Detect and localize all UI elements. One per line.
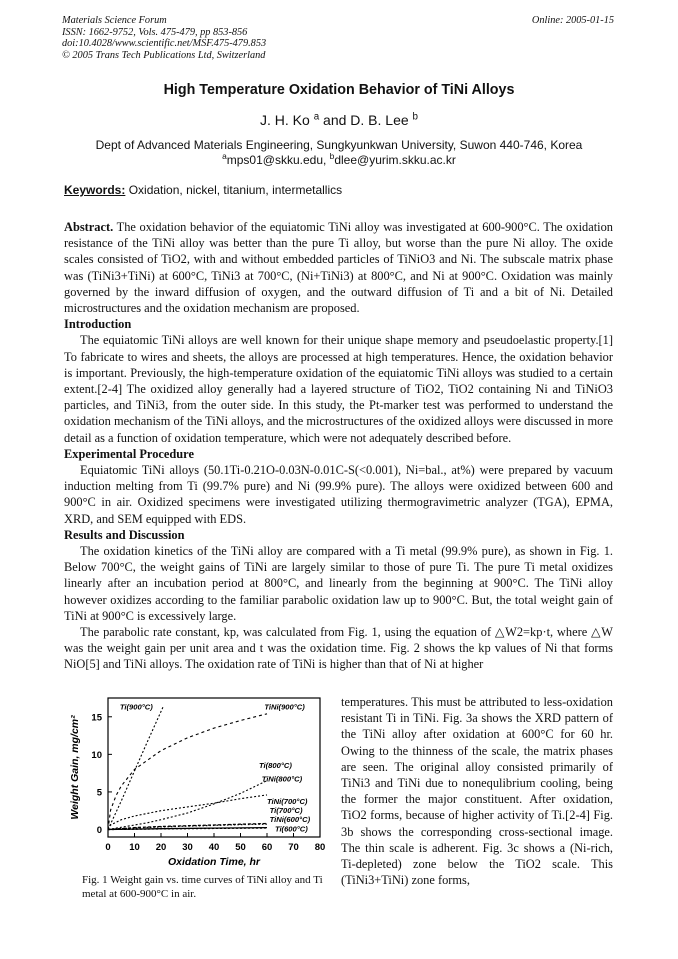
x-tick-label: 70 <box>288 842 299 853</box>
y-tick-label: 5 <box>96 787 102 799</box>
authors-and: and <box>323 112 347 128</box>
journal-header <box>62 15 266 61</box>
affiliation: Dept of Advanced Materials Engineering, Sungkyunkwan University, Suwon 440-746, Korea <box>95 138 583 152</box>
email-a[interactable]: mps01@skku.edu, <box>226 153 327 167</box>
right-column-text: temperatures. This must be attributed to less-oxidation resistant Ti in TiNi. Fig. 3a shows the XRD pattern of the TiNi alloy after oxidation at 600°C for 60 hr. Owing to the thinness of the scale, the matrix phases are seen. The original alloy consisted primarily of TiNi3 and TiNi due to nonequlibrium cooling, being the former the major constituent. After oxidation, TiO2 forms, because of higher activity of Ti.[2-4] Fig. 3b shows the corresponding cross-sectional image. The thin scale is adherent. Fig. 3c shows a (Ni-rich, Ti-depleted) zone below the TiO2 scale. This (TiNi3+TiNi) zone forms, <box>341 695 613 888</box>
email-a-sup: a <box>222 151 227 161</box>
authors <box>0 112 678 128</box>
x-tick-label: 30 <box>182 842 193 853</box>
series-line-7 <box>108 828 267 830</box>
intro-heading: Introduction <box>64 317 132 332</box>
intro-text: The equiatomic TiNi alloys are well known for their unique shape memory and pseudoelastic property.[1] To fabricate to wires and sheets, the alloys are processed at high temperatures. Hence, the oxidation behavior is important. Previously, the high-temperature oxidation of the equiatomic TiNi alloys was studied to a certain extent.[2-4] The oxidized alloy generally had a layered structure of TiO2, TiO2 containing Ni and TiNiO3 particles, and TiNi3, from the outer side. In this study, the Pt-marker test was performed to understand the oxidation mechanism of the TiNi alloys, and the microstructures of the oxidized alloys were discussed in more detail as a function of oxidation temperature, which were not adequately described before. <box>64 333 613 445</box>
x-axis-label: Oxidation Time, hr <box>168 856 260 868</box>
series-label-6: Ti(700°C) <box>269 805 303 815</box>
abstract-text: The oxidation behavior of the equiatomic TiNi alloy was investigated at 600-900°C. The oxidation resistance of the TiNi alloy was better than the pure Ti alloy, but worse than the pure Ni alloy. The oxide scales consisted of TiO2, with and without embedded particles of TiNiO3 and Ni. The subscale matrix phase was (TiNi3+TiNi) at 600°C, TiNi3 at 700°C, (Ni+TiNi3) at 800°C, and Ni at 900°C. Oxidation was mainly governed by the inward diffusion of oxygen, and the outward diffusion of Ti and a bit of Ni. Detailed microstructures and the oxidation mechanism are proposed. <box>64 220 613 316</box>
doi: doi:10.4028/www.scientific.net/MSF.475-479.853 <box>62 38 267 49</box>
weight-gain-chart <box>62 692 338 870</box>
email-b-sup: b <box>329 151 335 161</box>
series-label-1: Ti(900°C) <box>119 702 153 712</box>
affiliation-block <box>0 138 678 168</box>
series-line-1 <box>108 706 164 830</box>
x-tick-label: 0 <box>105 842 111 853</box>
series-line-3 <box>108 781 267 830</box>
keywords-label: Keywords: <box>64 183 126 197</box>
y-axis-label: Weight Gain, mg/cm² <box>69 715 81 820</box>
series-label-2: TiNi(900°C) <box>264 702 305 712</box>
y-tick-label: 15 <box>91 712 102 724</box>
emails <box>0 153 678 168</box>
keywords <box>64 183 342 197</box>
author-2: D. B. Lee <box>350 112 409 128</box>
online-date: Online: 2005-01-15 <box>531 15 614 26</box>
x-tick-label: 60 <box>261 842 273 853</box>
series-label-8: Ti(600°C) <box>274 824 308 834</box>
issn: ISSN: 1662-9752, Vols. 475-479, pp 853-856 <box>62 26 248 38</box>
abstract <box>64 219 613 316</box>
series-label-7: TiNi(600°C) <box>269 814 311 824</box>
y-tick-label: 0 <box>96 824 102 836</box>
series-line-2 <box>108 714 267 830</box>
abstract-label: Abstract. <box>64 220 114 234</box>
main-body <box>64 219 613 673</box>
series-label-5: TiNi(700°C) <box>267 796 308 806</box>
email-b[interactable]: dlee@yurim.skku.ac.kr <box>334 153 456 167</box>
x-tick-label: 40 <box>208 842 220 853</box>
chart-root <box>69 698 325 868</box>
series-label-4: TiNi(800°C) <box>261 774 303 784</box>
exp-heading: Experimental Procedure <box>64 446 194 461</box>
keywords-text: Oxidation, nickel, titanium, intermetallics <box>128 183 343 197</box>
x-tick-label: 20 <box>155 842 167 853</box>
author-1-sup: a <box>313 111 320 123</box>
copyright: © 2005 Trans Tech Publications Ltd, Switzerland <box>62 49 266 61</box>
results-text-1: The oxidation kinetics of the TiNi alloy are compared with a Ti metal (99.9% pure), as shown in Fig. 1. Below 700°C, the weight gains of TiNi are largely similar to those of pure Ti. The pure Ti metal oxidizes linearly after an incubation period at 800°C, and linearly from the beginning at 900°C. The TiNi alloy however oxidizes according to the familiar parabolic oxidation law up to 900°C. But, the total weight gain of TiNi at 900°C is excessively large. <box>64 544 613 623</box>
results-text-2: The parabolic rate constant, kp, was calculated from Fig. 1, using the equation of △W2=kp·t, where △W was the weight gain per unit area and t was the oxidation time. Fig. 2 shows the kp values of Ni that forms NiO[5] and TiNi alloys. The oxidation rate of TiNi is higher than that of Ni at higher <box>64 625 613 672</box>
y-tick-label: 10 <box>91 749 102 761</box>
x-tick-label: 50 <box>235 842 246 853</box>
paper-title: High Temperature Oxidation Behavior of TiNi Alloys <box>163 82 515 98</box>
author-2-sup: b <box>412 111 418 123</box>
x-tick-label: 10 <box>129 842 140 853</box>
series-label-3: Ti(800°C) <box>259 760 292 770</box>
author-1: J. H. Ko <box>260 112 310 128</box>
results-heading: Results and Discussion <box>64 527 185 542</box>
figure-caption: Fig. 1 Weight gain vs. time curves of TiNi alloy and Ti metal at 600-900°C in air. <box>82 874 323 900</box>
exp-text: Equiatomic TiNi alloys (50.1Ti-0.21O-0.03N-0.01C-S(<0.001), Ni=bal., at%) were prepared by vacuum induction melting from Ti (99.7% pure) and Ni (99.9% pure). The alloys were oxidized between 600 and 900°C in air. Oxidized specimens were investigated utilizing thermogravimetric analyzer (TGA), EPMA, XRD, and SEM equipped with EDS. <box>64 463 613 526</box>
x-tick-label: 80 <box>314 842 326 853</box>
journal-name: Materials Science Forum <box>62 15 167 26</box>
